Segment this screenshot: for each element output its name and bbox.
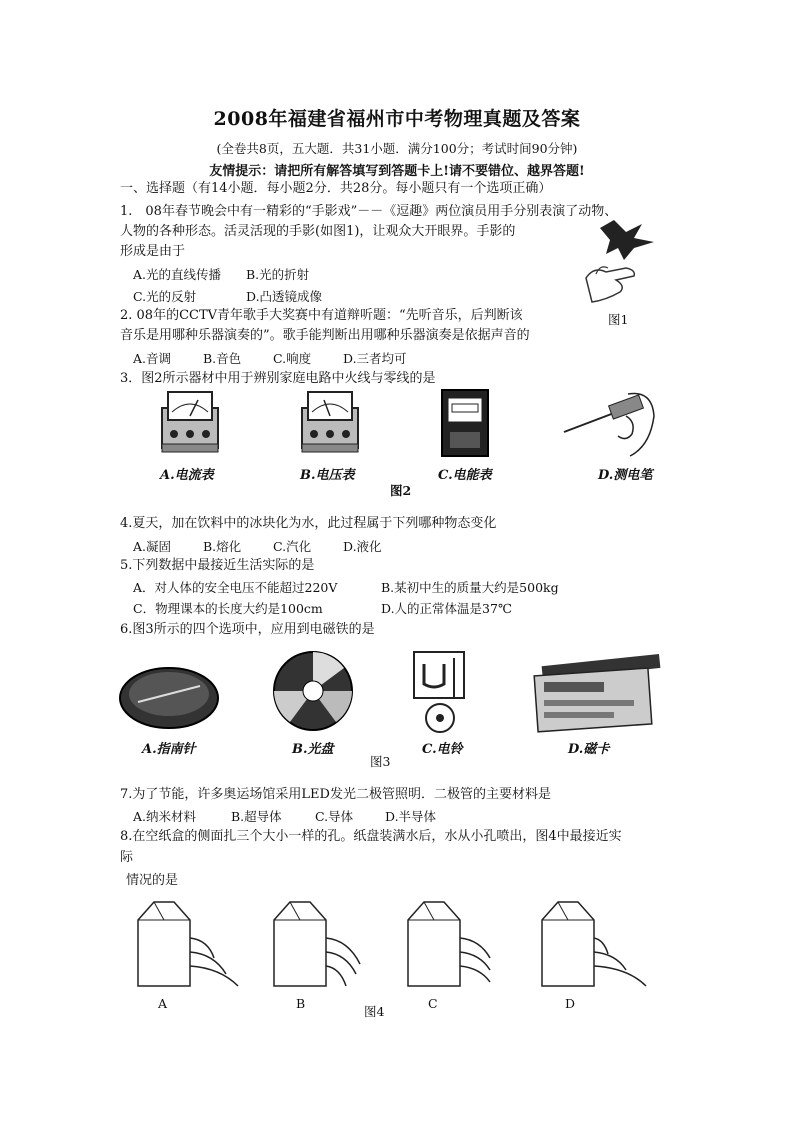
q8-line1: 8.在空纸盒的侧面扎三个大小一样的孔。纸盘装满水后，水从小孔喷出，图4中最接近实 [120, 829, 622, 844]
q2-option-b: B.音色 [203, 351, 242, 366]
q1-line1: 1. 08年春节晚会中有一精彩的“手影戏”－－《逗趣》两位演员用手分别表演了动物、 [120, 204, 618, 219]
cd-disc-icon [272, 650, 354, 732]
q3-line1: 3．图2所示器材中用于辨别家庭电路中火线与零线的是 [120, 371, 436, 386]
q1-line2: 人物的各种形态。活灵活现的手影(如图1)，让观众大开眼界。手影的 [120, 224, 516, 239]
milk-carton-b-icon [270, 898, 390, 990]
friendly-tip: 友情提示：请把所有解答填写到答题卡上!请不要错位、越界答题! [209, 164, 585, 179]
test-pen-icon [560, 386, 660, 461]
electric-bell-icon [410, 648, 470, 736]
q2-option-c: C.响度 [273, 351, 312, 366]
q7-line1: 7.为了节能，许多奥运场馆采用LED发光二极管照明．二极管的主要材料是 [120, 787, 551, 802]
fig2-label: 图2 [390, 483, 412, 498]
q1-option-c: C.光的反射 [133, 289, 197, 304]
q5-option-a: A．对人体的安全电压不能超过220V [133, 580, 338, 595]
q6-caption-c: C.电铃 [422, 742, 463, 757]
q2-line1: 2. 08年的CCTV青年歌手大奖赛中有道辩听题：“先听音乐，后判断该 [120, 308, 523, 323]
q5-option-c: C．物理课本的长度大约是100cm [133, 601, 323, 616]
q8-label-a: A [158, 996, 168, 1011]
q1-option-b: B.光的折射 [246, 267, 310, 282]
q3-caption-a: A.电流表 [160, 468, 214, 483]
q4-option-b: B.熔化 [203, 539, 242, 554]
q2-option-a: A.音调 [133, 351, 172, 366]
q7-option-a: A.纳米材料 [133, 809, 197, 824]
energy-meter-icon [440, 388, 490, 460]
q3-caption-b: B.电压表 [300, 468, 355, 483]
q5-line1: 5.下列数据中最接近生活实际的是 [120, 558, 315, 573]
q8-label-c: C [428, 996, 438, 1011]
section-heading: 一、选择题（有14小题．每小题2分．共28分。每小题只有一个选项正确） [120, 181, 552, 196]
q3-caption-d: D.测电笔 [598, 468, 653, 483]
q4-option-c: C.汽化 [273, 539, 312, 554]
ammeter-icon [160, 388, 220, 458]
milk-carton-a-icon [134, 898, 254, 990]
q6-caption-b: B.光盘 [292, 742, 334, 757]
q4-line1: 4.夏天，加在饮料中的冰块化为水，此过程属于下列哪种物态变化 [120, 516, 497, 531]
q6-caption-d: D.磁卡 [568, 742, 610, 757]
q4-option-a: A.凝固 [133, 539, 172, 554]
q4-option-d: D.液化 [343, 539, 382, 554]
q8-line2: 际 [120, 850, 134, 865]
q8-line3: 情况的是 [126, 873, 179, 888]
fig1-label: 图1 [608, 312, 629, 327]
q7-option-b: B.超导体 [231, 809, 282, 824]
fig4-label: 图4 [364, 1004, 385, 1019]
fig3-label: 图3 [370, 754, 391, 769]
q3-caption-c: C.电能表 [438, 468, 492, 483]
q7-option-c: C.导体 [315, 809, 354, 824]
q2-line2: 音乐是用哪种乐器演奏的”。歌手能判断出用哪种乐器演奏是依据声音的 [120, 328, 530, 343]
milk-carton-d-icon [538, 898, 658, 990]
q2-option-d: D.三者均可 [343, 351, 407, 366]
voltmeter-icon [300, 388, 360, 458]
hand-shadow-figure [576, 218, 666, 313]
exam-info: (全卷共8页，五大题．共31小题．满分100分；考试时间90分钟) [216, 141, 578, 156]
milk-carton-c-icon [404, 898, 524, 990]
q5-option-d: D.人的正常体温是37℃ [381, 601, 512, 616]
q8-label-d: D [565, 996, 576, 1011]
q8-label-b: B [296, 996, 306, 1011]
q7-option-d: D.半导体 [385, 809, 437, 824]
q1-option-a: A.光的直线传播 [133, 267, 222, 282]
compass-icon [118, 658, 220, 730]
q1-line3: 形成是由于 [120, 244, 186, 259]
magnetic-card-icon [532, 656, 664, 734]
q5-option-b: B.某初中生的质量大约是500kg [381, 580, 559, 595]
q6-caption-a: A.指南针 [142, 742, 196, 757]
page-title: 2008年福建省福州市中考物理真题及答案 [213, 108, 581, 130]
q1-option-d: D.凸透镜成像 [246, 289, 323, 304]
q6-line1: 6.图3所示的四个选项中，应用到电磁铁的是 [120, 622, 375, 637]
